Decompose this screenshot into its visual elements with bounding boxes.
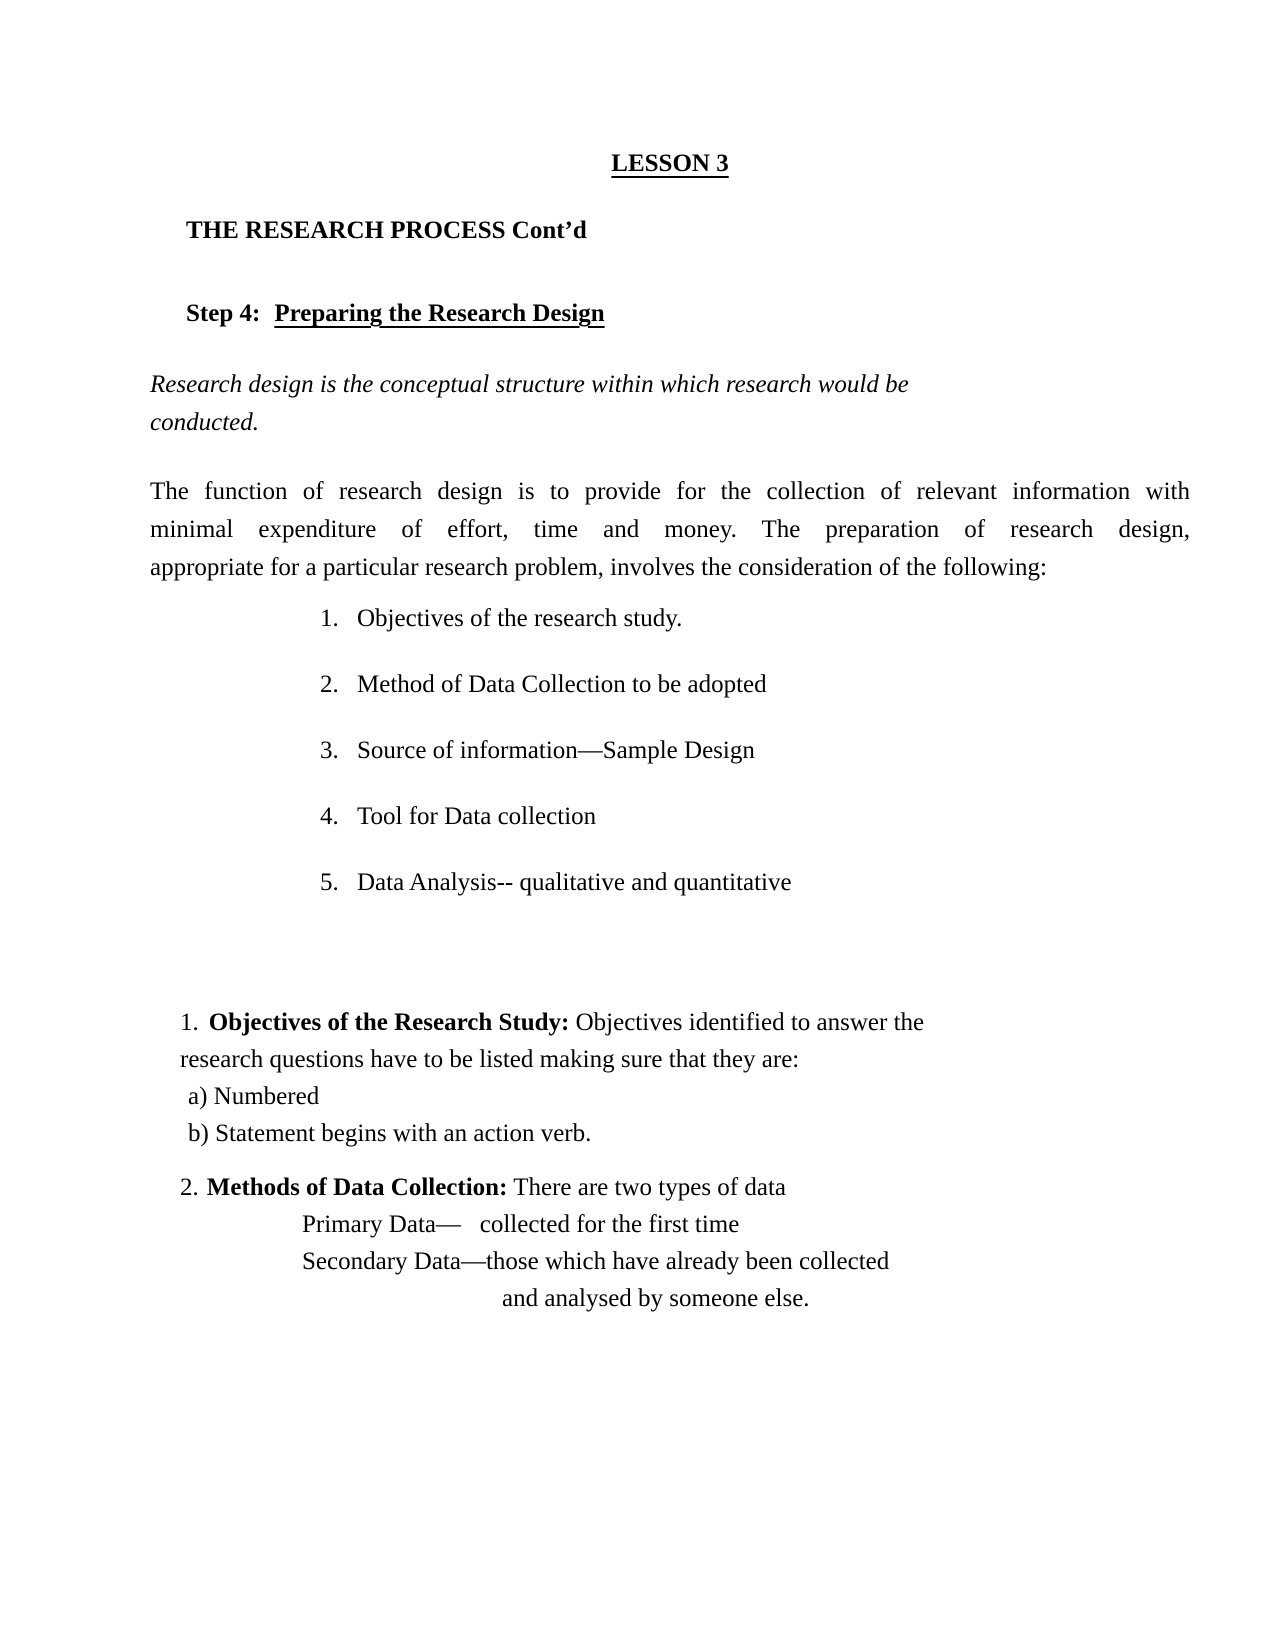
paragraph-line-2: minimal expenditure of effort, time and money. The preparation of research design, bbox=[150, 516, 1190, 543]
process-heading: THE RESEARCH PROCESS Cont’d bbox=[186, 217, 587, 244]
step-title: Preparing the Research Design bbox=[274, 300, 605, 327]
list-item-number: 4. bbox=[320, 803, 339, 830]
lesson-title bbox=[150, 145, 1190, 183]
methods-section-lead bbox=[180, 1169, 1180, 1206]
list-item-text: Source of information—Sample Design bbox=[357, 737, 755, 764]
list-item-number: 3. bbox=[320, 737, 339, 764]
methods-section-heading: Methods of Data Collection: bbox=[206, 1174, 508, 1201]
step-heading bbox=[186, 295, 605, 333]
considerations-list bbox=[320, 600, 792, 930]
list-item-text: Tool for Data collection bbox=[357, 803, 597, 830]
objectives-sub-item-b: b) Statement begins with an action verb. bbox=[188, 1120, 592, 1147]
list-item-text: Method of Data Collection to be adopted bbox=[357, 671, 767, 698]
primary-data-line: Primary Data— collected for the first time bbox=[302, 1211, 740, 1238]
list-item-text: Data Analysis-- qualitative and quantitative bbox=[357, 869, 792, 896]
methods-section-number: 2. bbox=[180, 1174, 199, 1201]
objectives-section-number: 1. bbox=[180, 1009, 199, 1036]
list-item-number: 1. bbox=[320, 605, 339, 632]
list-item-number: 5. bbox=[320, 869, 339, 896]
definition-line-1: Research design is the conceptual structure within which research would be bbox=[150, 371, 909, 398]
list-item-number: 2. bbox=[320, 671, 339, 698]
research-design-definition bbox=[150, 366, 1200, 442]
methods-section bbox=[180, 1169, 1180, 1317]
list-item bbox=[320, 732, 792, 770]
function-paragraph bbox=[150, 473, 1190, 587]
secondary-data-continuation: and analysed by someone else. bbox=[502, 1285, 810, 1312]
objectives-section-heading: Objectives of the Research Study: bbox=[208, 1009, 570, 1036]
lesson-title-text: LESSON 3 bbox=[611, 150, 729, 177]
objectives-section bbox=[180, 1004, 1180, 1152]
list-item bbox=[320, 666, 792, 704]
paragraph-line-3: appropriate for a particular research problem, involves the consideration of the following: bbox=[150, 554, 1047, 581]
paragraph-line-1: The function of research design is to provide for the collection of relevant information with bbox=[150, 478, 1190, 505]
methods-section-lead-rest: There are two types of data bbox=[513, 1174, 787, 1201]
step-label: Step 4: bbox=[186, 300, 261, 327]
list-item bbox=[320, 798, 792, 836]
objectives-section-lead-rest: Objectives identified to answer the bbox=[575, 1009, 925, 1036]
list-item-text: Objectives of the research study. bbox=[357, 605, 683, 632]
list-item bbox=[320, 600, 792, 638]
secondary-data-line: Secondary Data—those which have already been collected bbox=[302, 1248, 890, 1275]
list-item bbox=[320, 864, 792, 902]
objectives-section-lead bbox=[180, 1004, 1180, 1041]
definition-line-2: conducted. bbox=[150, 409, 259, 436]
objectives-sub-item-a: a) Numbered bbox=[188, 1083, 320, 1110]
objectives-section-line-2: research questions have to be listed making sure that they are: bbox=[180, 1046, 800, 1073]
